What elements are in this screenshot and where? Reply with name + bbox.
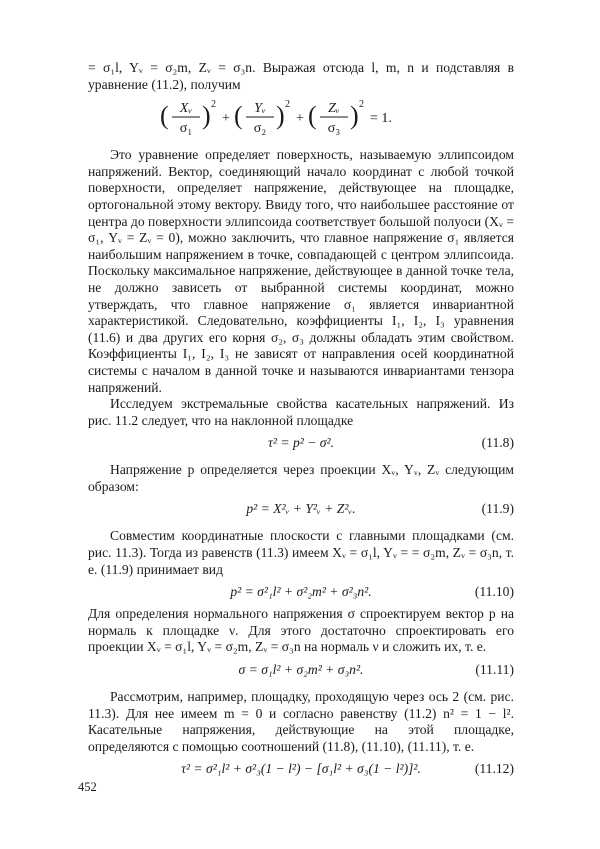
denominator-2: σ₂: [253, 121, 267, 137]
paren-open-3: (: [308, 101, 317, 131]
equation-11-8: [88, 432, 514, 454]
exponent-1: 2: [211, 99, 216, 111]
paragraph-3: Исследуем экстремальные свойства касательных напряжений. Из рис. 11.2 следует, что на наклонной площадке: [88, 396, 514, 428]
equation-number: (11.10): [474, 584, 514, 600]
equation-number: (11.12): [474, 761, 514, 777]
denominator-3: σ₃: [327, 121, 341, 137]
numerator-1: Xᵥ: [179, 101, 193, 117]
paren-open-1: (: [160, 101, 169, 131]
paren-close-1: ): [202, 101, 211, 131]
numerator-2: Yᵥ: [254, 101, 266, 117]
equation-11-9: [88, 498, 514, 520]
denominator-1: σ₁: [179, 121, 193, 137]
equation-expr: τ² = p² − σ².: [268, 435, 334, 451]
equation-number: (11.9): [481, 501, 514, 517]
equation-expr: p² = X²ᵥ + Y²ᵥ + Z²ᵥ.: [246, 501, 356, 517]
page-number: 452: [78, 780, 97, 794]
equation-number: (11.11): [475, 662, 514, 678]
equation-expr: τ² = σ²₁l² + σ²₃(1 − l²) − [σ₁l² + σ₃(1 − l²)]².: [181, 761, 421, 777]
plus-2: +: [296, 111, 304, 127]
numerator-3: Zᵥ: [328, 101, 340, 117]
paragraph-1: = σ₁l, Yᵥ = σ₂m, Zᵥ = σ₃n. Выражая отсюда l, m, n и подставляя в уравнение (11.2), получим: [88, 60, 514, 92]
equation-expr: p² = σ²₁l² + σ²₂m² + σ²₃n².: [230, 584, 372, 600]
plus-1: +: [222, 111, 230, 127]
paragraph-5: Совместим координатные плоскости с главными площадками (см. рис. 11.3). Тогда из равенств (11.3) имеем Xᵥ = σ₁l, Yᵥ = = σ₂m, Zᵥ = σ₃n, т. е. (11.9) принимает вид: [88, 528, 514, 577]
exponent-3: 2: [359, 99, 364, 111]
paragraph-6: Для определения нормального напряжения σ спроектируем вектор p на нормаль к площадке ν. Для этого достаточно спроектировать его проекции Xᵥ = σ₁l, Yᵥ = σ₂m, Zᵥ = σ₃n на нормаль ν и сложить их, т. е.: [88, 606, 514, 655]
equation-11-10: [88, 581, 514, 603]
exponent-2: 2: [285, 99, 290, 111]
equation-11-12: [88, 758, 514, 780]
ellipsoid-equation-svg: [156, 97, 446, 137]
equation-expr: σ = σ₁l² + σ₂m² + σ₃n².: [238, 662, 364, 678]
paragraph-4: Напряжение p определяется через проекции Xᵥ, Yᵥ, Zᵥ следующим образом:: [88, 462, 514, 494]
paren-open-2: (: [234, 101, 243, 131]
ellipsoid-equation: [88, 97, 514, 137]
paragraph-7: Рассмотрим, например, площадку, проходящую через ось 2 (см. рис. 11.3). Для нее имеем m = 0 и согласно равенству (11.2) n² = 1 − l². Касательные напряжения, действующие на этой площадке, определяются с помощью соотношений (11.8), (11.10), (11.11), т. е.: [88, 689, 514, 754]
paragraph-2: Это уравнение определяет поверхность, называемую эллипсоидом напряжений. Вектор, соединяющий начало координат с любой точкой поверхности, определяет напряжение, действующее на площадке, ортогональной этому вектору. Ввиду того, что наибольшее расстояние от центра до поверхности эллипсоида соответствует большой полуоси (Xᵥ = σ₁, Yᵥ = Zᵥ = 0), можно заключить, что главное напряжение σ₁ является наибольшим напряжением в точке, совпадающей с центром эллипсоида. Поскольку максимальное напряжение, действующее в данной точке тела, не должно зависеть от выбранной системы координат, можно утверждать, что главное напряжение σ₁ является инвариантной характеристикой. Следовательно, коэффициенты I₁, I₂, I₃ уравнения (11.6) и два других его корня σ₂, σ₃ должны обладать этим свойством. Коэффициенты I₁, I₂, I₃ не зависят от направления осей координатной системы с началом в данной точке и называются инвариантами тензора напряжений.: [88, 147, 514, 395]
equation-number: (11.8): [481, 435, 514, 451]
equation-11-11: [88, 659, 514, 681]
equation-result: = 1.: [370, 111, 392, 127]
paren-close-2: ): [276, 101, 285, 131]
paren-close-3: ): [350, 101, 359, 131]
